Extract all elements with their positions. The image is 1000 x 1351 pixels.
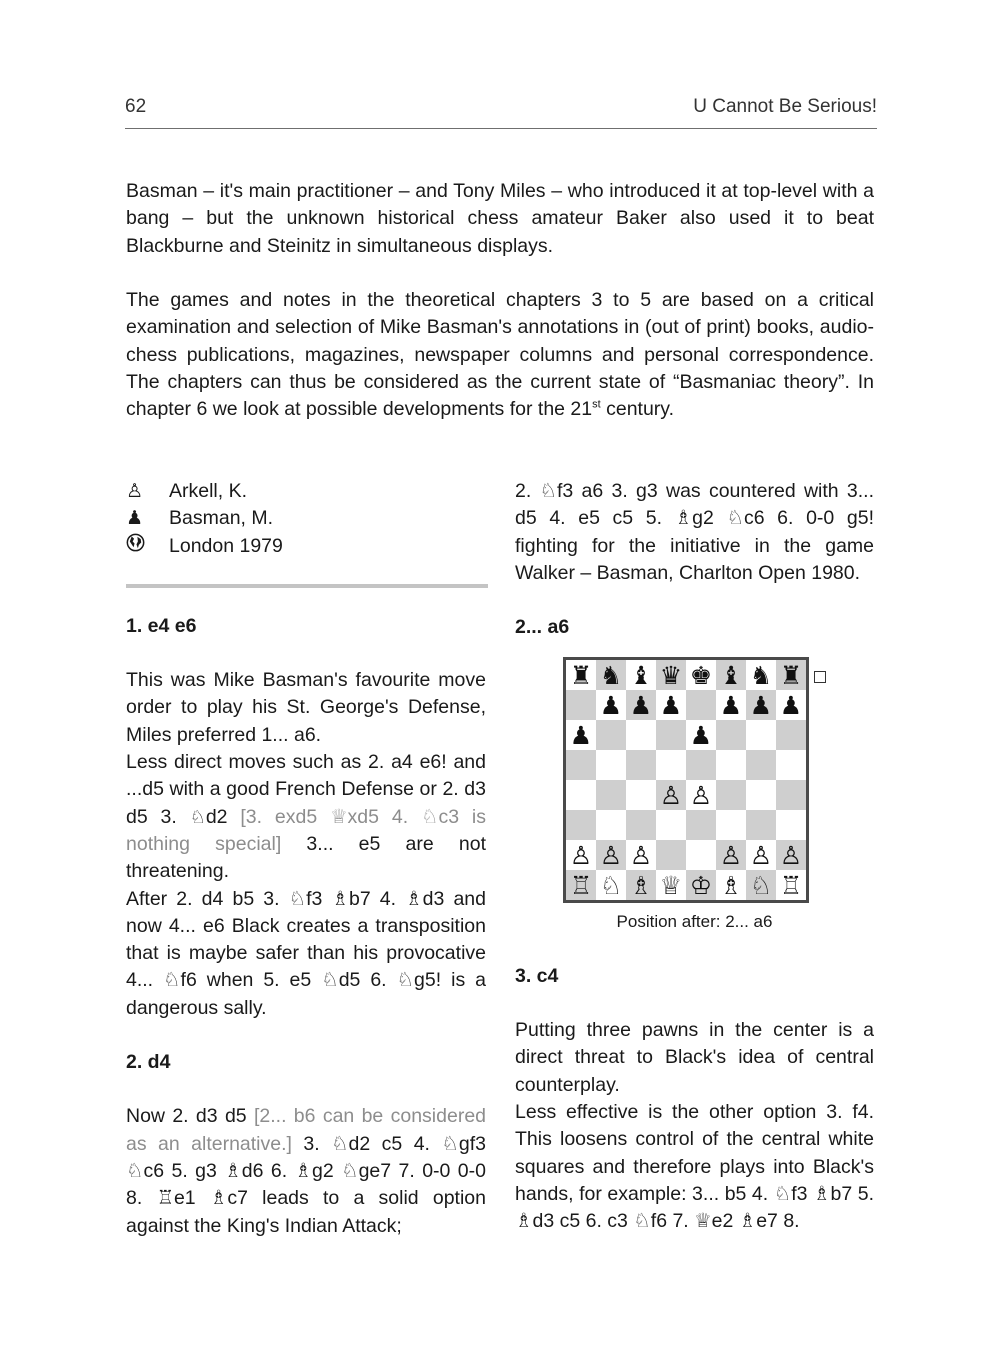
chess-board bbox=[563, 657, 809, 903]
square-b3 bbox=[596, 810, 626, 840]
page-header bbox=[125, 96, 877, 129]
square-b6 bbox=[596, 720, 626, 750]
square-d2 bbox=[656, 840, 686, 870]
square-f3 bbox=[716, 810, 746, 840]
side-to-move-indicator bbox=[814, 671, 826, 683]
square-b4 bbox=[596, 780, 626, 810]
square-e2 bbox=[686, 840, 716, 870]
move-1-heading: 1. e4 e6 bbox=[126, 614, 197, 637]
move-2-heading: 2. d4 bbox=[126, 1051, 171, 1074]
intro-p2-text: The games and notes in the theoretical chapters 3 to 5 are based on a critical examination and selection of Mike Basman's annotations in (out of print) books, audio-chess publications, magazines, newspaper columns and personal correspondence. The chapters can thus be considered as the current state of “Basmaniac theory”. In chapter 6 we look at possible developments for the 21 bbox=[126, 289, 874, 421]
square-a6: ♟ bbox=[566, 720, 596, 750]
square-c3 bbox=[626, 810, 656, 840]
square-h6 bbox=[776, 720, 806, 750]
square-c7: ♟ bbox=[626, 690, 656, 720]
square-d6 bbox=[656, 720, 686, 750]
note-2 bbox=[126, 1103, 486, 1239]
white-player: Arkell, K. bbox=[169, 480, 248, 502]
white-player-row bbox=[126, 478, 486, 505]
square-g5 bbox=[746, 750, 776, 780]
square-g7: ♟ bbox=[746, 690, 776, 720]
section-divider bbox=[126, 584, 488, 588]
variation-gray-2: [2... b6 can be considered as an alternative.] bbox=[126, 1105, 487, 1155]
square-d1: ♕ bbox=[656, 870, 686, 900]
running-title: U Cannot Be Serious! bbox=[693, 96, 877, 117]
square-e6: ♟ bbox=[686, 720, 716, 750]
chess-diagram bbox=[515, 657, 874, 935]
square-c5 bbox=[626, 750, 656, 780]
square-a3 bbox=[566, 810, 596, 840]
square-e8: ♚ bbox=[686, 660, 716, 690]
square-h8: ♜ bbox=[776, 660, 806, 690]
variation-gray: [3. exd5 ♕xd5 4. ♘c3 is nothing special] bbox=[126, 805, 487, 855]
square-a4 bbox=[566, 780, 596, 810]
event-row bbox=[126, 533, 486, 560]
square-f1: ♗ bbox=[716, 870, 746, 900]
square-a1: ♖ bbox=[566, 870, 596, 900]
note-1a: This was Mike Basman's favourite move order to play his St. George's Defense, Miles preferred 1... a6. bbox=[126, 669, 486, 746]
square-d8: ♛ bbox=[656, 660, 686, 690]
globe-icon bbox=[126, 533, 169, 560]
move-a6-heading: 2... a6 bbox=[515, 616, 570, 639]
square-d4: ♙ bbox=[656, 780, 686, 810]
note-1b bbox=[126, 749, 486, 885]
square-f4 bbox=[716, 780, 746, 810]
square-e7 bbox=[686, 690, 716, 720]
right-column bbox=[515, 478, 874, 1235]
event-location: London 1979 bbox=[169, 534, 283, 557]
square-c2: ♙ bbox=[626, 840, 656, 870]
square-h5 bbox=[776, 750, 806, 780]
square-h4 bbox=[776, 780, 806, 810]
square-g4 bbox=[746, 780, 776, 810]
black-player-row bbox=[126, 505, 486, 532]
note-top: 2. ♘f3 a6 3. g3 was countered with 3... d5 4. e5 c5 5. ♗g2 ♘c6 6. 0-0 g5! fighting for the initiative in the game Walker – Basman, Charlton Open 1980. bbox=[515, 480, 874, 584]
square-a2: ♙ bbox=[566, 840, 596, 870]
square-f5 bbox=[716, 750, 746, 780]
square-a5 bbox=[566, 750, 596, 780]
square-e1: ♔ bbox=[686, 870, 716, 900]
square-h7: ♟ bbox=[776, 690, 806, 720]
square-c1: ♗ bbox=[626, 870, 656, 900]
square-b2: ♙ bbox=[596, 840, 626, 870]
intro-paragraph-2 bbox=[126, 287, 874, 423]
square-c8: ♝ bbox=[626, 660, 656, 690]
square-g1: ♘ bbox=[746, 870, 776, 900]
square-h1: ♖ bbox=[776, 870, 806, 900]
note-1b-text-3: 3... e5 are not threatening. bbox=[126, 832, 486, 883]
square-a8: ♜ bbox=[566, 660, 596, 690]
square-b7: ♟ bbox=[596, 690, 626, 720]
square-g2: ♙ bbox=[746, 840, 776, 870]
square-f8: ♝ bbox=[716, 660, 746, 690]
square-h3 bbox=[776, 810, 806, 840]
page-number: 62 bbox=[125, 96, 147, 117]
square-a7 bbox=[566, 690, 596, 720]
square-g3 bbox=[746, 810, 776, 840]
square-g8: ♞ bbox=[746, 660, 776, 690]
note-2-text-2: 3. ♘d2 c5 4. ♘gf3 ♘c6 5. g3 ♗d6 6. ♗g2 ♘ge7 7. 0-0 0-0 8. ♖e1 ♗c7 leads to a solid option against the King's Indian Attack; bbox=[126, 1132, 486, 1237]
square-g6 bbox=[746, 720, 776, 750]
square-b1: ♘ bbox=[596, 870, 626, 900]
board-row bbox=[563, 657, 826, 903]
note-3b: Less effective is the other option 3. f4. This loosens control of the central white squares and therefore plays into Black's hands, for example: 3... b5 4. ♘f3 ♗b7 5. ♗d3 c5 6. c3 ♘f6 7. ♕e2 ♗e7 8. bbox=[515, 1100, 874, 1233]
intro-p2-end: century. bbox=[600, 398, 675, 421]
square-e3 bbox=[686, 810, 716, 840]
note-3a: Putting three pawns in the center is a direct threat to Black's idea of central counterplay. bbox=[515, 1019, 874, 1096]
note-1c: After 2. d4 b5 3. ♘f3 ♗b7 4. ♗d3 and now 4... e6 Black creates a transposition that is maybe safer than his provocative 4... ♘f6 when 5. e5 ♘d5 6. ♘g5! is a dangerous sally. bbox=[126, 887, 486, 1019]
note-1b-text: Less direct moves such as 2. a4 e6! and ...d5 with a good French Defense or 2. d3 d5 3. bbox=[126, 751, 486, 828]
white-pawn-icon: ♙ bbox=[126, 480, 144, 502]
square-b8: ♞ bbox=[596, 660, 626, 690]
square-f6 bbox=[716, 720, 746, 750]
move-3-heading: 3. c4 bbox=[515, 964, 559, 987]
square-c6 bbox=[626, 720, 656, 750]
superscript-st: st bbox=[592, 398, 601, 411]
square-d5 bbox=[656, 750, 686, 780]
diagram-caption: Position after: 2... a6 bbox=[616, 912, 773, 932]
black-player: Basman, M. bbox=[169, 507, 274, 530]
intro-paragraph-1: Basman – it's main practitioner – and Tony Miles – who introduced it at top-level with a bang – but the unknown historical chess amateur Baker also used it to beat Blackburne and Steinitz in simultaneous displays. bbox=[126, 180, 874, 257]
left-column bbox=[126, 478, 486, 1240]
square-e5 bbox=[686, 750, 716, 780]
note-2-text: Now 2. d3 d5 bbox=[126, 1105, 254, 1128]
square-f2: ♙ bbox=[716, 840, 746, 870]
note-1b-text-2: d2 bbox=[205, 805, 241, 828]
knight-icon: ♘ bbox=[189, 806, 206, 828]
square-e4: ♙ bbox=[686, 780, 716, 810]
square-d7: ♟ bbox=[656, 690, 686, 720]
black-pawn-icon: ♟ bbox=[126, 507, 144, 530]
square-h2: ♙ bbox=[776, 840, 806, 870]
square-d3 bbox=[656, 810, 686, 840]
square-b5 bbox=[596, 750, 626, 780]
square-c4 bbox=[626, 780, 656, 810]
square-f7: ♟ bbox=[716, 690, 746, 720]
